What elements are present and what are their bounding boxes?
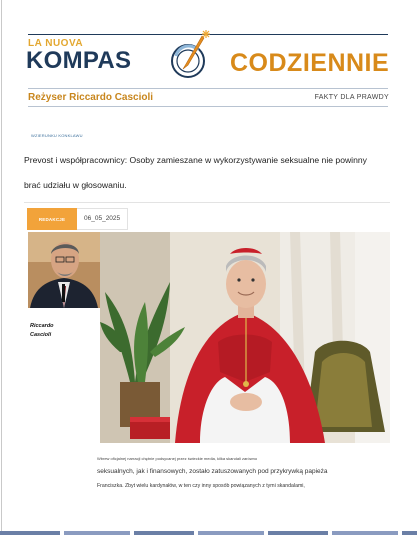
article-body-line: Franciszka. Zbyt wielu kardynałów, w ten czy inny sposób powiązanych z tymi skandalami, — [97, 483, 305, 489]
article-date: 06_05_2025 — [84, 215, 121, 222]
article-divider — [24, 202, 390, 203]
cardinal-photo — [100, 232, 390, 443]
author-button[interactable]: REDAKCJE — [27, 208, 77, 230]
category-tag[interactable]: WZIERUNKU KONKLAWU — [31, 133, 83, 138]
compass-pen-logo-icon[interactable] — [166, 28, 214, 86]
masthead-bottom-rule — [28, 106, 388, 107]
motto-label: FAKTY DLA PRAWDY — [314, 94, 389, 101]
bottom-strip — [0, 531, 417, 535]
article-body-line: seksualnych, jak i finansowych, zostało zatuszowanych pod przykrywką papieża — [97, 468, 328, 475]
article-headline: Prevost i współpracownicy: Osoby zamieszane w wykorzystywanie seksualne nie powinny — [24, 155, 367, 165]
page-border — [1, 0, 2, 535]
masthead-mid-rule — [28, 88, 388, 89]
brand-right-text: CODZIENNIE — [230, 49, 390, 77]
photo-caption: Wbrew oficjalnej narracji chętnie podsycanej przez świeckie media, kilka skandali zarówno — [97, 456, 258, 461]
director-label: Reżyser Riccardo Cascioli — [28, 92, 154, 103]
author-name[interactable] — [30, 322, 54, 340]
article-headline-continued: brać udziału w głosowaniu. — [24, 180, 127, 190]
author-last-name: Cascioli — [30, 332, 52, 338]
brand-logo-text[interactable]: KOMPAS — [26, 47, 132, 74]
brand-small-text: LA NUOVA — [28, 38, 84, 49]
author-photo[interactable] — [28, 232, 100, 308]
author-first-name: Riccardo — [30, 323, 54, 329]
